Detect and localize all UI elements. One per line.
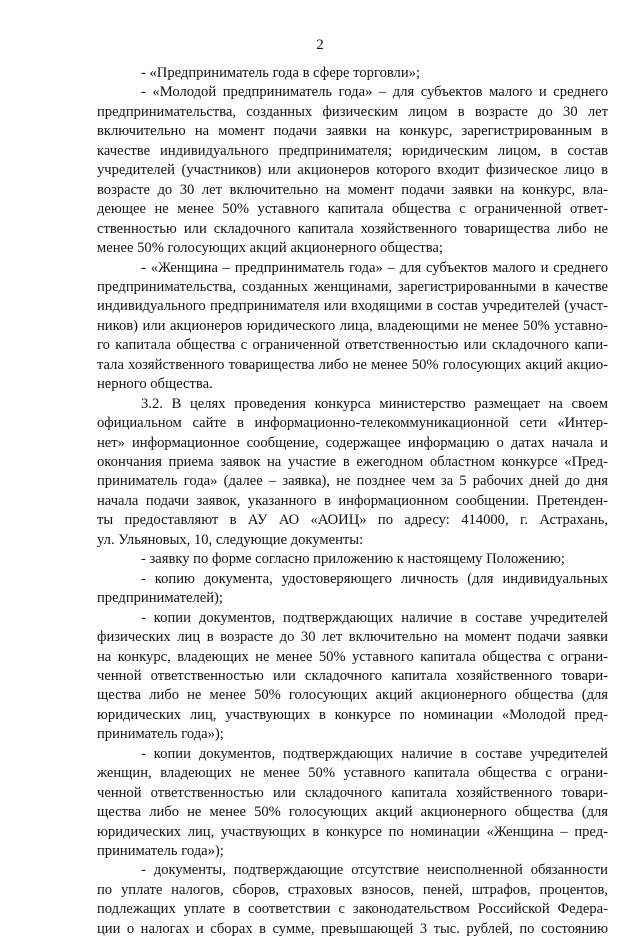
text-line: учредителей (участников) или акционеров которого входит физическое лицо в	[97, 162, 608, 179]
text-line: начала подачи заявок, указанного в информационном сообщении. Претенден-	[97, 492, 608, 509]
text-line: - копии документов, подтверждающих наличие в составе учредителей	[141, 745, 608, 762]
text-line: на конкурс, владеющих не менее 50% уставного капитала общества с ограни-	[97, 648, 608, 665]
text-line: - «Предприниматель года в сфере торговли»;	[141, 65, 421, 81]
text-line: менее 50% голосующих акций акционерного общества;	[97, 240, 443, 257]
text-line: 3.2. В целях проведения конкурса министерство размещает на своем	[141, 395, 608, 412]
text-line: - «Молодой предприниматель года» – для субъектов малого и среднего	[141, 84, 608, 101]
text-line: ников) или акционеров юридического лица, владеющими не менее 50% уставно-	[97, 317, 608, 334]
text-line: юридических лиц, участвующих в конкурсе по номинации «Молодой пред-	[97, 706, 608, 723]
text-line: - «Женщина – предприниматель года» – для субъектов малого и среднего	[141, 259, 608, 276]
text-line: качестве индивидуального предпринимателя; юридическим лицом, в состав	[97, 142, 608, 159]
text-line: возрасте до 30 лет включительно на момент подачи заявки на конкурс, вла-	[97, 181, 608, 198]
text-line: деющее не менее 50% уставного капитала общества с ограниченной ответ-	[97, 201, 608, 218]
text-line: предпринимательства, созданных женщинами, зарегистрированными в качестве	[97, 278, 608, 295]
text-line: ции о налогах и сборах в сумме, превышающей 3 тыс. рублей, по состоянию	[97, 920, 608, 937]
text-line: - документы, подтверждающие отсутствие неисполненной обязанности	[141, 862, 608, 879]
text-line: - заявку по форме согласно приложению к настоящему Положению;	[141, 551, 565, 568]
text-line: юридических лиц, участвующих в конкурсе по номинации «Женщина – пред-	[97, 823, 608, 840]
text-line: женщин, владеющих не менее 50% уставного капитала общества с ограни-	[97, 765, 608, 782]
text-line: ственностью или складочного капитала хозяйственного товарищества либо не	[97, 220, 608, 237]
text-line: предпринимателей);	[97, 590, 223, 607]
text-line: ченной ответственностью или складочного капитала хозяйственного товари-	[97, 784, 608, 801]
text-line: - копии документов, подтверждающих наличие в составе учредителей	[141, 609, 608, 626]
text-line: индивидуального предпринимателя или входящими в состав учредителей (участ-	[97, 298, 608, 315]
text-line: - копию документа, удостоверяющего личность (для индивидуальных	[141, 570, 608, 587]
text-line: физических лиц в возрасте до 30 лет включительно на момент подачи заявки	[97, 629, 608, 646]
text-line: нет» информационное сообщение, содержащее информацию о датах начала и	[97, 434, 608, 451]
text-line: приниматель года»);	[97, 843, 224, 859]
text-line: приниматель года»);	[97, 726, 224, 743]
text-line: ты предоставляют в АУ АО «АОИЦ» по адресу: 414000, г. Астрахань,	[97, 512, 608, 529]
text-line: тала хозяйственного товарищества либо не менее 50% голосующих акций акцио-	[97, 356, 608, 373]
text-line: ченной ответственностью или складочного капитала хозяйственного товари-	[97, 667, 608, 684]
text-line: подлежащих уплате в соответствии с законодательством Российской Федера-	[97, 901, 608, 918]
text-line: го капитала общества с ограниченной ответственностью или складочного капи-	[97, 337, 608, 354]
text-line: официальном сайте в информационно-телекоммуникационной сети «Интер-	[97, 415, 608, 432]
page-number: 2	[316, 37, 324, 53]
text-line: щества либо не менее 50% голосующих акций акционерного общества (для	[97, 804, 608, 821]
text-line: окончания приема заявок на участие в ежегодном областном конкурсе «Пред-	[97, 454, 608, 470]
text-line: ул. Ульяновых, 10, следующие документы:	[97, 531, 364, 548]
text-line: предпринимательства, созданных физическим лицом в возрасте до 30 лет	[97, 103, 608, 120]
text-line: по уплате налогов, сборов, страховых взносов, пеней, штрафов, процентов,	[97, 881, 608, 898]
text-line: включительно на момент подачи заявки на конкурс, зарегистрированным в	[97, 123, 608, 140]
text-line: нерного общества.	[97, 376, 213, 393]
text-line: щества либо не менее 50% голосующих акций акционерного общества (для	[97, 687, 608, 704]
text-line: приниматель года» (далее – заявка), не позднее чем за 5 рабочих дней до дня	[97, 473, 608, 490]
